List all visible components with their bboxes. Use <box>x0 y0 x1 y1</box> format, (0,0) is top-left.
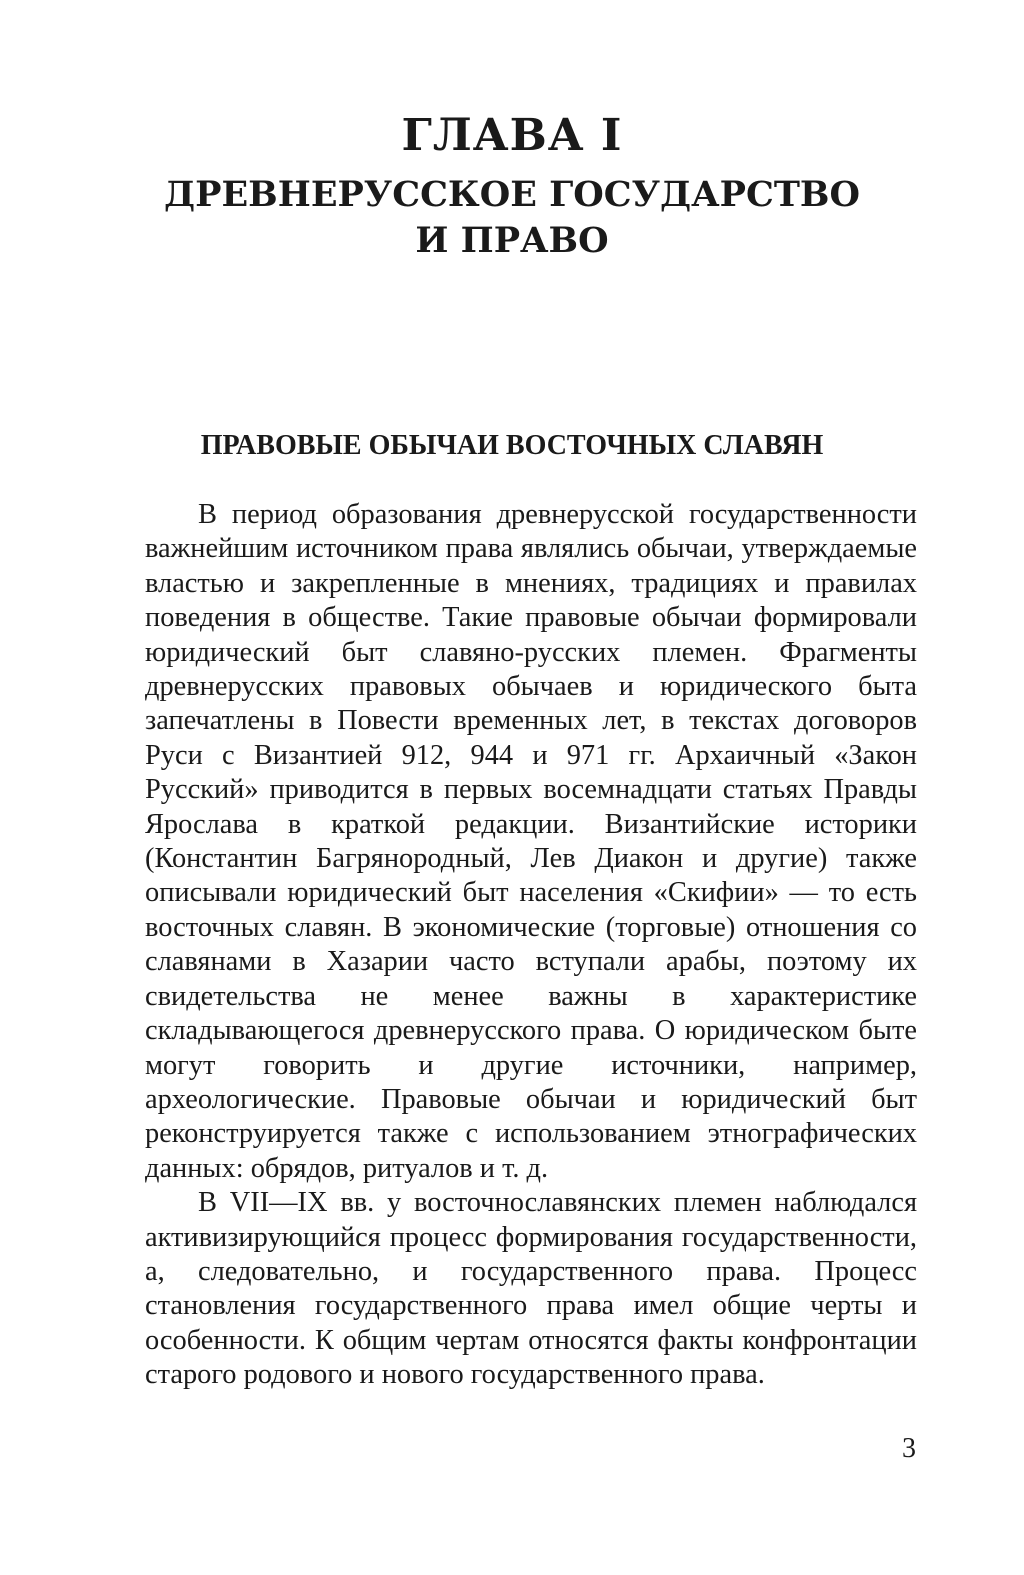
chapter-title <box>150 172 874 264</box>
paragraph: В период образования древнерусской государственности важнейшим источником права являлись обычаи, утверждаемые властью и закрепленные в мнениях, традициях и правилах поведения в обществе. Такие правовые обычаи формировали юридический быт славяно-русских племен. Фрагменты древнерусских правовых обычаев и юридического быта запечатлены в Повести временных лет, в текстах договоров Руси с Византией 912, 944 и 971 гг. Архаичный «Закон Русский» приводится в первых восемнадцати статьях Правды Ярослава в краткой редакции. Византийские историки (Константин Багрянородный, Лев Диакон и другие) также описывали юридический быт населения «Скифии» — то есть восточных славян. В экономические (торговые) отношения со славянами в Хазарии часто вступали арабы, поэтому их свидетельства не менее важны в характеристике складывающегося древнерусского права. О юридическом быте могут говорить и другие источники, например, археологические. Правовые обычаи и юридический быт реконструируется также с использованием этнографических данных: обрядов, ритуалов и т. д. <box>145 499 917 1184</box>
paragraph: В VII—IX вв. у восточнославянских племен наблюдался активизирующийся процесс формирования государственности, а, следовательно, и государственного права. Процесс становления государственного права имел общие черты и особенности. К общим чертам относятся факты конфронтации старого родового и нового государственного права. <box>145 1187 917 1391</box>
section-title: ПРАВОВЫЕ ОБЫЧАИ ВОСТОЧНЫХ СЛАВЯН <box>200 430 824 461</box>
body-text <box>145 498 917 1393</box>
chapter-label: ГЛАВА I <box>401 110 623 161</box>
chapter-title-line: И ПРАВО <box>415 220 609 261</box>
page-number: 3 <box>902 1433 916 1464</box>
chapter-title-line: ДРЕВНЕРУССКОЕ ГОСУДАРСТВО <box>164 174 860 215</box>
